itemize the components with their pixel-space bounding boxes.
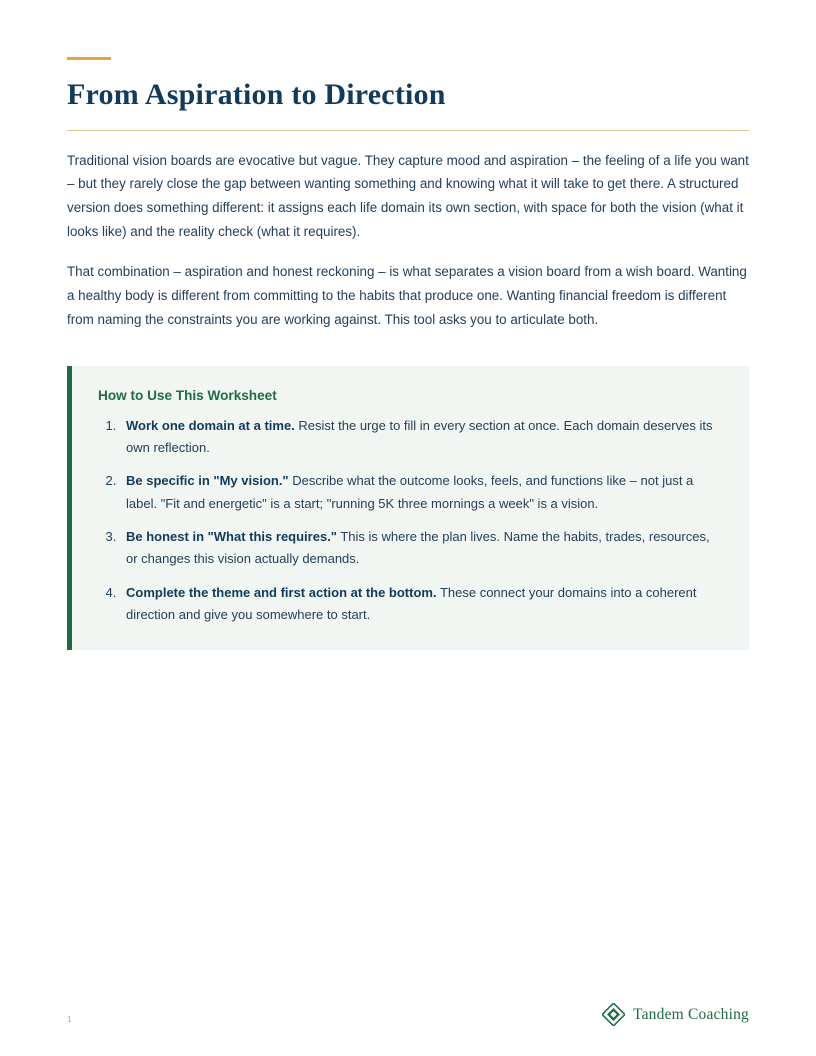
list-item-rest: Resist the urge to fill in every section at once. Each domain deserves its own reflection. [126,417,713,455]
list-item-lead: Be honest in "What this requires." [126,528,337,544]
page-content [67,0,749,650]
list-item-rest: These connect your domains into a coherent direction and give you somewhere to start. [126,584,697,623]
brand-lockup [602,1003,749,1026]
accent-rule [67,57,111,60]
list-item-rest: This is where the plan lives. Name the habits, trades, resources, or changes this vision actually demands. [126,528,710,567]
list-item-lead: Be specific in "My vision." [126,473,289,489]
brand-name: Tandem Coaching [633,1005,749,1023]
intro-paragraph-1: Traditional vision boards are evocative but vague. They capture mood and aspiration – the feeling of a life you want – but they rarely close the gap between wanting something and knowing what it will take to get there. A structured version does something different: it assigns each life domain its own section, with space for both the vision (what it looks like) and the reality check (what it requires). [67,152,749,240]
list-item [120,526,723,571]
page-number: 1 [67,1015,72,1024]
title-divider [67,130,749,131]
list-item-lead: Work one domain at a time. [126,417,295,433]
callout-list [120,415,723,627]
list-item [120,582,723,627]
intro-paragraph-2: That combination – aspiration and honest reckoning – is what separates a vision board from a wish board. Wanting a healthy body is different from committing to the habits that produce one. Wanting financial freedom is different from naming the constraints you are working against. This tool asks you to articulate both. [67,263,747,327]
list-item-lead: Complete the theme and first action at the bottom. [126,584,437,600]
tandem-diamond-logo-icon [602,1003,625,1026]
page-footer [67,1000,749,1026]
list-item [120,470,723,515]
list-item [120,415,723,460]
callout-title: How to Use This Worksheet [98,387,277,403]
list-item-rest: Describe what the outcome looks, feels, and functions like – not just a label. "Fit and energetic" is a start; "running 5K three mornings a week" is a vision. [126,473,694,511]
how-to-use-callout [67,366,749,651]
page-title: From Aspiration to Direction [67,78,446,111]
